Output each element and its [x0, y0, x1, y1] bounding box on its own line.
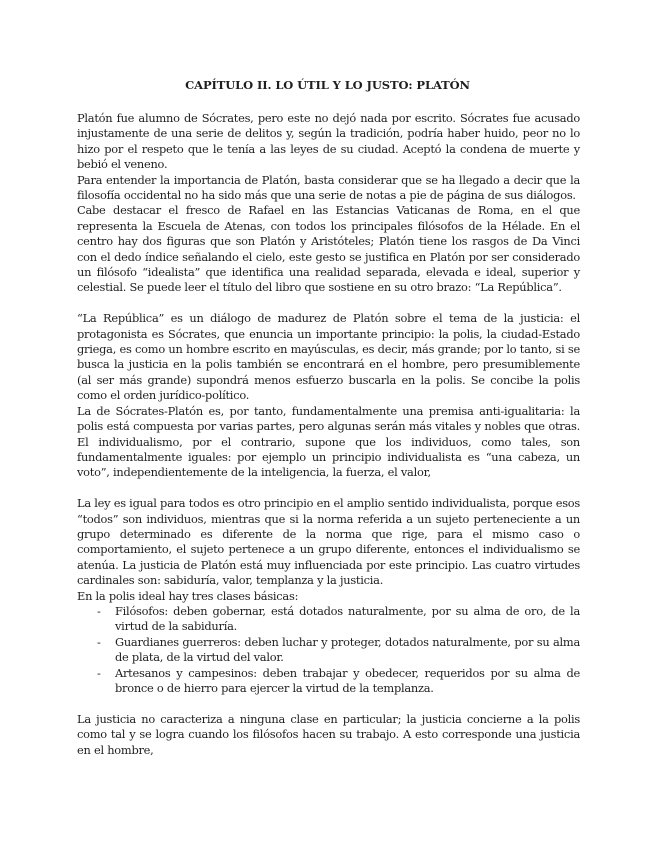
- paragraph: Cabe destacar el fresco de Rafael en las Estancias Vaticanas de Roma, en el que representa la Escuela de Atenas, con todos los principales filósofos de la Hélade. En el centro hay dos figuras que son Platón y Aristóteles; Platón tiene los rasgos de Da Vinci con el dedo índice señalando el cielo, este gesto se justifica en Platón por ser considerado un filósofo “idealista” que identifica una realidad separada, elevada e ideal, superior y celestial. Se puede leer el título del libro que sostiene en su otro brazo: “La República”.: [77, 203, 580, 295]
- class-list: [77, 604, 580, 696]
- paragraph: La de Sócrates-Platón es, por tanto, fundamentalmente una premisa anti-igualitaria: la polis está compuesta por varias partes, pero algunas serán más vitales y nobles que otras. El individualismo, por el contrario, supone que los individuos, como tales, son fundamentalmente iguales: por ejemplo un principio individualista es “una cabeza, un voto”, independientemente de la inteligencia, la fuerza, el valor,: [77, 403, 580, 480]
- list-item: [77, 604, 580, 635]
- list-item-text: Guardianes guerreros: deben luchar y proteger, dotados naturalmente, por su alma de plata, de la virtud del valor.: [115, 634, 580, 665]
- paragraph-gap: [77, 696, 580, 711]
- list-dash: -: [97, 634, 101, 649]
- paragraph: “La República” es un diálogo de madurez de Platón sobre el tema de la justicia: el protagonista es Sócrates, que enuncia un importante principio: la polis, la ciudad-Estado griega, es como un hombre escrito en mayúsculas, es decir, más grande; por lo tanto, si se busca la justicia en la polis también se encontrará en el hombre, pero presumiblemente (al ser más grande) supondrá menos esfuerzo buscarla en la polis. Se concibe la polis como el orden jurídico-político.: [77, 311, 580, 403]
- list-dash: -: [97, 665, 101, 680]
- paragraph: Platón fue alumno de Sócrates, pero este no dejó nada por escrito. Sócrates fue acusado injustamente de una serie de delitos y, según la tradición, podría haber huido, peor no lo hizo por el respeto que le tenía a las leyes de su ciudad. Aceptó la condena de muerte y bebió el veneno.: [77, 111, 580, 172]
- paragraph: En la polis ideal hay tres clases básicas:: [77, 588, 299, 603]
- list-item-text: Artesanos y campesinos: deben trabajar y obedecer, requeridos por su alma de bronce o de hierro para ejercer la virtud de la templanza.: [115, 665, 580, 695]
- paragraph-gap: [77, 296, 580, 311]
- document-body: [77, 111, 580, 758]
- paragraph: La justicia no caracteriza a ninguna clase en particular; la justicia concierne a la polis como tal y se logra cuando los filósofos hacen su trabajo. A esto corresponde una justicia en el hombre,: [77, 711, 580, 757]
- paragraph: Para entender la importancia de Platón, basta considerar que se ha llegado a decir que la filosofía occidental no ha sido más que una serie de notas a pie de página de sus diálogos.: [77, 172, 580, 203]
- paragraph: La ley es igual para todos es otro principio en el amplio sentido individualista, porque esos “todos” son individuos, mientras que si la norma referida a un sujeto perteneciente a un grupo determinado es diferente de la norma que rige, para el mismo caso o comportamiento, el sujeto pertenece a un grupo diferente, entonces el individualismo se atenúa. La justicia de Platón está muy influenciada por este principio. Las cuatro virtudes cardinales son: sabiduría, valor, templanza y la justicia.: [77, 496, 580, 588]
- chapter-title: CAPÍTULO II. LO ÚTIL Y LO JUSTO: PLATÓN: [185, 78, 470, 92]
- list-item: [77, 666, 580, 697]
- list-item: [77, 635, 580, 666]
- list-dash: -: [97, 603, 101, 618]
- paragraph-gap: [77, 481, 580, 496]
- list-item-text: Filósofos: deben gobernar, está dotados naturalmente, por su alma de oro, de la virtud de la sabiduría.: [115, 603, 580, 634]
